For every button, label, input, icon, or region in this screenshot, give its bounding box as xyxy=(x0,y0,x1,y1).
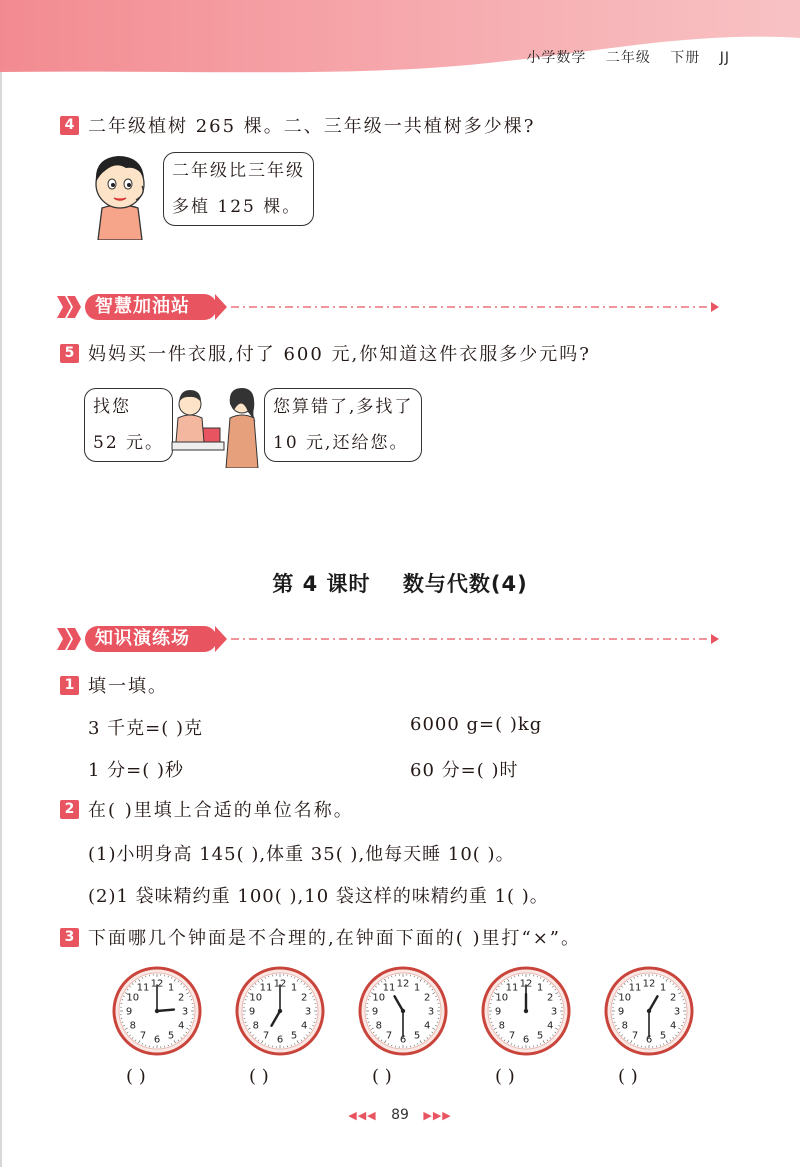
clock-numeral: 1 xyxy=(536,982,544,994)
clock-numeral: 10 xyxy=(126,992,140,1004)
fill-blank-min-to-sec[interactable]: 1 分=( )秒 xyxy=(88,760,185,781)
fill-blank-g-to-kg[interactable]: 6000 g=( )kg xyxy=(410,714,543,735)
clock-numeral: 7 xyxy=(631,1030,639,1042)
speech-bubble-clerk xyxy=(84,388,173,462)
clock-numeral: 5 xyxy=(290,1030,298,1042)
bubble-clerk-line1: 找您 xyxy=(93,397,131,417)
question-number-badge: 4 xyxy=(60,116,79,135)
exercise-number-badge: 2 xyxy=(60,800,79,819)
clock-numeral: 6 xyxy=(399,1034,407,1046)
speech-bubble-q4 xyxy=(163,152,314,226)
clock-numeral: 6 xyxy=(276,1034,284,1046)
clock-numeral: 12 xyxy=(150,978,164,990)
clock-numeral: 11 xyxy=(259,982,273,994)
clock-numeral: 9 xyxy=(371,1006,379,1018)
clock-numeral: 4 xyxy=(301,1020,308,1032)
header-grade: 二年级 xyxy=(605,50,651,66)
clock-numeral: 4 xyxy=(178,1020,185,1032)
bubble-clerk-line2: 52 元。 xyxy=(93,433,165,453)
bubble-q4-line2: 多植 125 棵。 xyxy=(172,197,302,217)
clock-face-1 xyxy=(112,966,202,1056)
header-volume: 下册 xyxy=(670,50,701,66)
header-band xyxy=(0,0,800,80)
clock-numeral: 8 xyxy=(621,1020,628,1032)
fill-blank-min-to-hour[interactable]: 60 分=( )时 xyxy=(410,760,519,781)
clock-numeral: 10 xyxy=(495,992,509,1004)
clock-numeral: 10 xyxy=(618,992,632,1004)
clock-numeral: 3 xyxy=(304,1006,312,1018)
lesson-title xyxy=(0,568,800,598)
clock-numeral: 1 xyxy=(413,982,421,994)
clock-numeral: 8 xyxy=(498,1020,505,1032)
hour-hand xyxy=(157,1010,174,1011)
boy-illustration xyxy=(80,148,160,240)
bubble-q4-line1: 二年级比三年级 xyxy=(172,161,305,181)
clock-numeral: 7 xyxy=(385,1030,393,1042)
clock-numeral: 11 xyxy=(505,982,519,994)
clock-numeral: 12 xyxy=(642,978,656,990)
clock-numeral: 4 xyxy=(547,1020,554,1032)
clock-face-4 xyxy=(481,966,571,1056)
question-number-badge: 5 xyxy=(60,344,79,363)
exercise-2-line-2[interactable]: (2)1 袋味精约重 100( ),10 袋这样的味精约重 1( )。 xyxy=(88,886,549,907)
footer-right-arrows-icon: ▶▶▶ xyxy=(423,1109,452,1122)
fill-blank-kg-to-g[interactable]: 3 千克=( )克 xyxy=(88,718,204,739)
clock-answer-4[interactable]: ( ) xyxy=(495,1066,515,1087)
clock-numeral: 10 xyxy=(249,992,263,1004)
lesson-topic: 数与代数(4) xyxy=(402,572,528,596)
clock-numeral: 8 xyxy=(375,1020,382,1032)
clock-numeral: 8 xyxy=(129,1020,136,1032)
speech-bubble-mom xyxy=(264,388,422,462)
header-info xyxy=(512,47,730,67)
header-subject: 小学数学 xyxy=(526,50,587,66)
exercise-number-badge: 3 xyxy=(60,928,79,947)
exercise-1-title: 填一填。 xyxy=(88,676,168,697)
clock-numeral: 4 xyxy=(424,1020,431,1032)
clock-numeral: 2 xyxy=(424,992,431,1004)
clock-numeral: 6 xyxy=(153,1034,161,1046)
exercise-2-title: 在( )里填上合适的单位名称。 xyxy=(88,800,354,821)
clock-numeral: 5 xyxy=(659,1030,667,1042)
clock-numeral: 8 xyxy=(252,1020,259,1032)
clock-numeral: 3 xyxy=(181,1006,189,1018)
clock-numeral: 1 xyxy=(290,982,298,994)
clock-numeral: 3 xyxy=(673,1006,681,1018)
clock-face-5 xyxy=(604,966,694,1056)
section-label-1: 智慧加油站 xyxy=(95,296,190,317)
clock-numeral: 7 xyxy=(508,1030,516,1042)
clock-numeral: 10 xyxy=(372,992,386,1004)
page-number: 89 xyxy=(391,1107,409,1123)
clock-numeral: 11 xyxy=(628,982,642,994)
clock-numeral: 3 xyxy=(550,1006,558,1018)
lesson-number: 第 4 课时 xyxy=(272,572,371,596)
clock-numeral: 2 xyxy=(178,992,185,1004)
bubble-mom-line1: 您算错了,多找了 xyxy=(273,397,414,417)
clock-numeral: 2 xyxy=(547,992,554,1004)
clock-numeral: 5 xyxy=(536,1030,544,1042)
clock-numeral: 12 xyxy=(273,978,287,990)
exercise-number-badge: 1 xyxy=(60,676,79,695)
clock-numeral: 7 xyxy=(139,1030,147,1042)
clock-numeral: 2 xyxy=(670,992,677,1004)
clock-numeral: 7 xyxy=(262,1030,270,1042)
clock-numeral: 9 xyxy=(248,1006,256,1018)
clock-answer-2[interactable]: ( ) xyxy=(249,1066,269,1087)
clock-numeral: 12 xyxy=(396,978,410,990)
clock-numeral: 4 xyxy=(670,1020,677,1032)
clock-numeral: 12 xyxy=(519,978,533,990)
clock-numeral: 9 xyxy=(125,1006,133,1018)
clock-answer-3[interactable]: ( ) xyxy=(372,1066,392,1087)
clock-numeral: 6 xyxy=(645,1034,653,1046)
header-edition: JJ xyxy=(719,50,730,66)
question-5-text: 妈妈买一件衣服,付了 600 元,你知道这件衣服多少元吗? xyxy=(88,344,591,365)
bubble-mom-line2: 10 元,还给您。 xyxy=(273,433,409,453)
clock-answer-1[interactable]: ( ) xyxy=(126,1066,146,1087)
clock-numeral: 1 xyxy=(659,982,667,994)
section-label-2: 知识演练场 xyxy=(95,628,190,649)
clock-numeral: 1 xyxy=(167,982,175,994)
exercise-2-line-1[interactable]: (1)小明身高 145( ),体重 35( ),他每天睡 10( )。 xyxy=(88,844,515,865)
clock-numeral: 3 xyxy=(427,1006,435,1018)
clock-numeral: 9 xyxy=(617,1006,625,1018)
clock-face-3 xyxy=(358,966,448,1056)
clock-numeral: 11 xyxy=(136,982,150,994)
clock-numeral: 9 xyxy=(494,1006,502,1018)
clock-numeral: 11 xyxy=(382,982,396,994)
clock-face-2 xyxy=(235,966,325,1056)
clock-numeral: 5 xyxy=(413,1030,421,1042)
clock-numeral: 6 xyxy=(522,1034,530,1046)
shop-scene-illustration xyxy=(168,382,264,468)
exercise-3-title: 下面哪几个钟面是不合理的,在钟面下面的( )里打“×”。 xyxy=(88,928,581,949)
question-4-text: 二年级植树 265 棵。二、三年级一共植树多少棵? xyxy=(88,116,536,137)
footer-left-arrows-icon: ◀◀◀ xyxy=(348,1109,377,1122)
clock-numeral: 2 xyxy=(301,992,308,1004)
clock-numeral: 5 xyxy=(167,1030,175,1042)
clock-answer-5[interactable]: ( ) xyxy=(618,1066,638,1087)
page-footer xyxy=(0,1107,800,1123)
